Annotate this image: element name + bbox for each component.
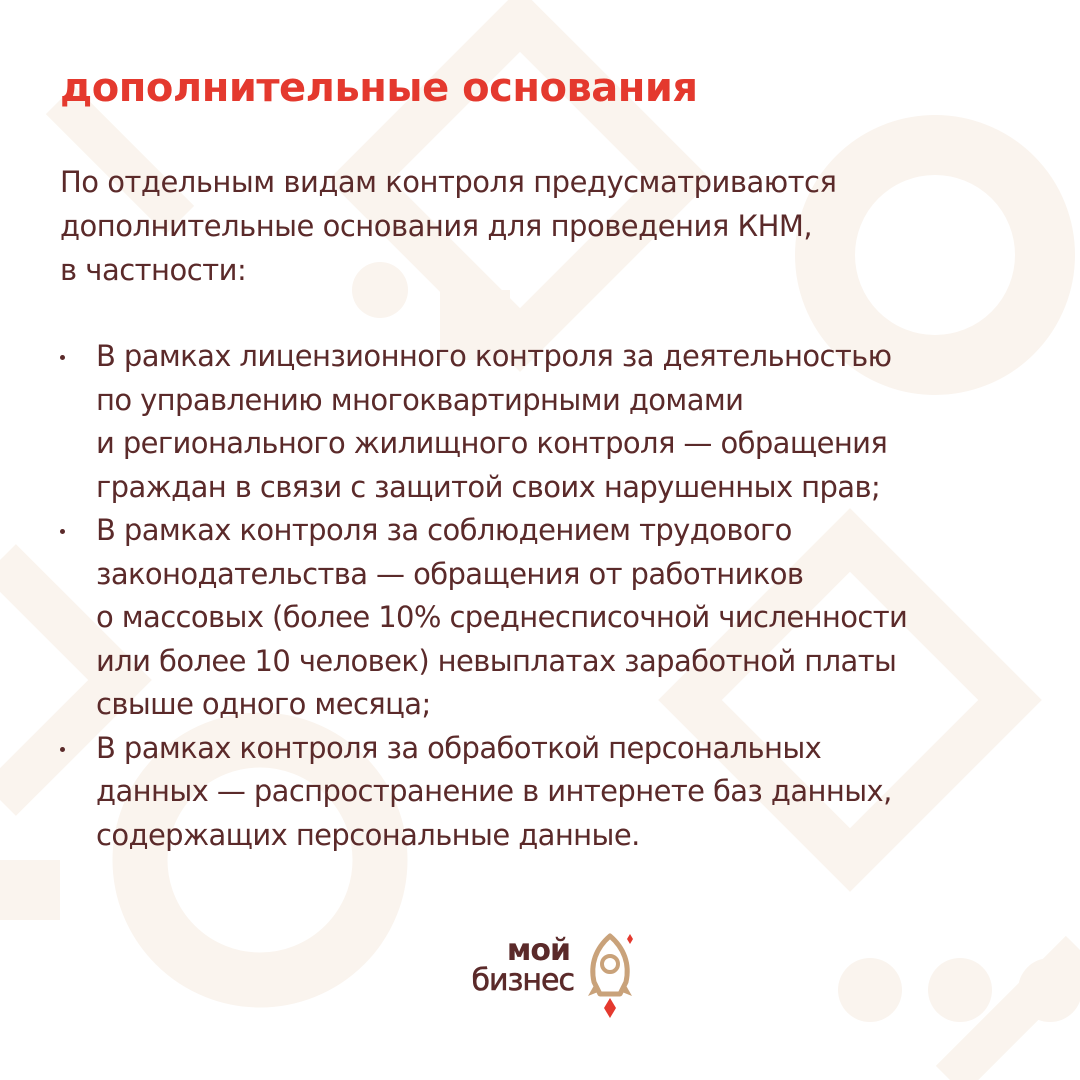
intro-line: По отдельным видам контроля предусматриваются	[60, 165, 837, 199]
logo-line-2: бизнес	[471, 963, 574, 998]
intro-line: в частности:	[60, 253, 247, 287]
logo-line-1: мой	[506, 933, 570, 968]
bullet-line: свыше одного месяца;	[96, 687, 431, 721]
bullet-item	[60, 509, 1040, 727]
bullet-line: данных — распространение в интернете баз данных,	[96, 774, 892, 808]
bullet-line: В рамках лицензионного контроля за деятельностью	[96, 339, 892, 373]
logo-wordmark	[438, 933, 574, 998]
bullet-line: содержащих персональные данные.	[96, 817, 640, 852]
bullet-item	[60, 727, 1040, 858]
intro-paragraph	[60, 160, 1020, 292]
page-title: дополнительные основания	[60, 65, 698, 111]
bullet-line: по управлению многоквартирными домами	[96, 382, 744, 417]
bullet-line: В рамках контроля за соблюдением трудового	[96, 513, 792, 547]
bullet-line: граждан в связи с защитой своих нарушенных прав;	[96, 469, 881, 504]
bullet-line: В рамках контроля за обработкой персональных	[96, 730, 822, 765]
bullet-list	[60, 335, 1040, 857]
bullet-dot-icon	[60, 747, 65, 752]
rocket-icon	[586, 930, 638, 1020]
bullet-line: и регионального жилищного контроля — обращения	[96, 426, 888, 460]
bullet-line: законодательства — обращения от работников	[96, 556, 804, 591]
bullet-line: о массовых (более 10% среднесписочной численности	[96, 600, 908, 634]
bullet-dot-icon	[60, 355, 65, 360]
bullet-dot-icon	[60, 529, 65, 534]
intro-line: дополнительные основания для проведения КНМ,	[60, 209, 813, 243]
brand-logo	[438, 930, 648, 1025]
bullet-line: или более 10 человек) невыплатах заработной платы	[96, 643, 897, 678]
bullet-item	[60, 335, 1040, 509]
